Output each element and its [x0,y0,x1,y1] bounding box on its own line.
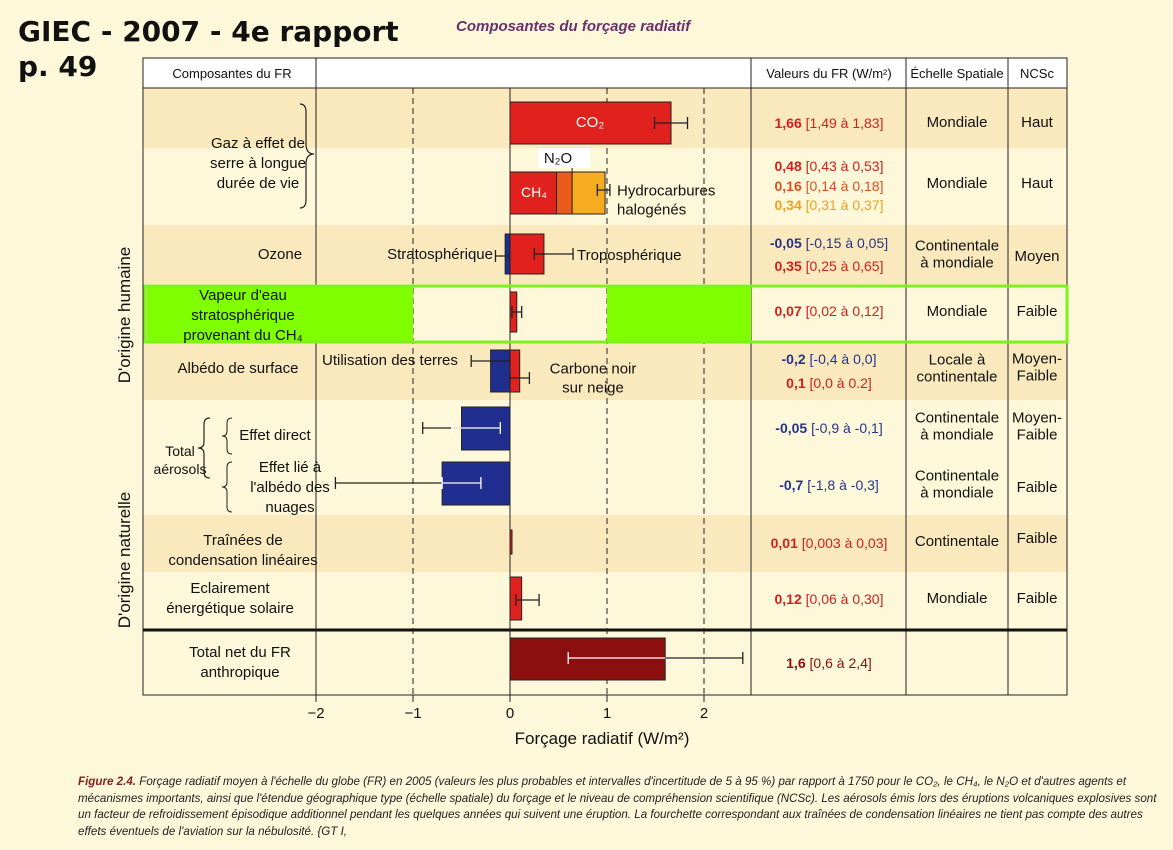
caption-lead: Figure 2.4. [78,775,136,788]
label-n2o: N₂O [543,150,573,167]
value-text-2 [775,178,884,194]
row-label-5-line-0: Effet lié à [258,459,322,476]
bar-land-use [491,350,510,392]
x-tick-label-4: 2 [699,705,709,722]
row-label-3-line-0: Albédo de surface [177,360,299,377]
value-best-6: 0,07 [774,303,806,319]
value-text-4 [770,235,888,251]
value-best-8: 0,1 [786,375,810,391]
value-range-11: [0,003 à 0,03] [801,535,888,551]
value-range-6: [0,02 à 0,12] [805,303,884,319]
ncsc-8-line-0: Faible [1016,590,1058,607]
label-ozone-strato: Stratosphérique [387,246,493,263]
brace-albedo [222,462,232,512]
scale-4-line-0: Locale à [928,351,986,369]
scale-8-line-0: Mondiale [926,590,988,607]
x-tick-label-3: 1 [602,705,612,722]
value-text-3 [775,197,884,213]
label-halocarbons-line-0: Hydrocarbures [617,182,716,200]
value-text-9 [775,420,882,436]
row-label-5-line-2: nuages [265,499,315,516]
heading-line-2: p. 49 [18,50,98,83]
value-range-1: [0,43 à 0,53] [805,158,884,174]
row-label-1-line-0: Ozone [257,246,303,263]
scale-6-line-1: à mondiale [920,484,994,502]
scale-3-line-0: Mondiale [926,303,988,320]
scale-1-line-0: Mondiale [926,175,988,192]
row-label-7-line-0: Eclairement [190,580,270,597]
label-ozone-tropo: Troposphérique [577,247,682,264]
scale-4-line-1: continentale [916,368,998,386]
scale-0-line-0: Mondiale [926,114,988,131]
label-ch4: CH₄ [521,184,547,200]
figure-caption [78,774,1158,844]
value-text-12 [775,591,884,607]
scale-2-line-0: Continentale [914,237,1000,255]
value-range-0: [1,49 à 1,83] [805,115,884,131]
value-range-2: [0,14 à 0,18] [805,178,884,194]
scale-5-line-0: Continentale [914,409,1000,427]
row-label-2-line-2: provenant du CH₄ [183,327,303,344]
label-co2: CO₂ [575,114,605,131]
row-label-8-line-0: Total net du FR [189,644,291,661]
header-components: Composantes du FR [172,66,292,81]
value-best-13: 1,6 [786,655,810,671]
side-label-human: D'origine humaine [115,246,134,384]
ncsc-4-line-1: Faible [1016,367,1058,385]
value-text-8 [786,375,872,391]
value-best-9: -0,05 [775,420,812,436]
value-best-12: 0,12 [774,591,806,607]
bar-black-carbon [510,350,520,392]
value-range-4: [-0,15 à 0,05] [805,235,889,251]
x-tick-label-2: 0 [505,705,515,722]
row-label-7-line-1: énergétique solaire [166,600,294,617]
value-text-0 [775,115,884,131]
value-text-13 [786,655,872,671]
header-ncsc: NCSc [1020,66,1054,81]
value-range-3: [0,31 à 0,37] [805,197,884,213]
row-label-4-line-0: Effet direct [239,427,311,444]
value-text-1 [775,158,884,174]
value-text-5 [775,258,884,274]
scale-2-line-1: à mondiale [920,254,994,272]
ncsc-4-line-0: Moyen- [1011,350,1063,368]
label-halocarbons-line-1: halogénés [617,201,687,219]
value-range-5: [0,25 à 0,65] [805,258,884,274]
row-label-0-line-0: Gaz à effet de [211,135,305,152]
x-axis-label: Forçage radiatif (W/m²) [514,729,690,748]
row-label-6-line-1: condensation linéaires [168,552,318,569]
value-text-10 [779,477,879,493]
ncsc-3-line-0: Faible [1016,303,1058,320]
value-range-7: [-0,4 à 0,0] [809,351,877,367]
bar-contrails [510,530,512,554]
value-best-7: -0,2 [781,351,810,367]
label-black-carbon-line-0: Carbone noir [549,360,637,378]
caption-text: Forçage radiatif moyen à l'échelle du globe (FR) en 2005 (valeurs les plus probables et intervalles d'incertitude de 5 à 95 %) par rapport à 1750 pour le CO₂, le CH₄, le N₂O et d'autres agents et mécanismes importants, ainsi que l'étendue géographique type (échelle spatiale) du forçage et le niveau de compréhension scientifique (NCSc). Les aérosols émis lors des éruptions volcaniques explosives sont un facteur de refroidissement épisodique additionnel pendant les quelques années qui suivent une éruption. La fourchette correspondant aux traînées de condensation linéaires ne tient pas compte des autres effets éventuels de l'aviation sur la nébulosité. {GT I, [78,775,1157,838]
value-best-2: 0,16 [774,178,806,194]
highlight-right [607,287,751,341]
row-label-0-line-2: durée de vie [216,175,300,192]
heading-line-1: GIEC - 2007 - 4e rapport [18,15,399,48]
value-best-4: -0,05 [769,235,806,251]
row-label-2-line-1: stratosphérique [191,307,295,324]
row-label-5-line-1: l'albédo des [250,479,330,496]
brace-effet-direct [222,418,232,454]
header-scale: Échelle Spatiale [910,66,1004,81]
scale-7-line-0: Continentale [914,533,1000,550]
value-text-11 [771,535,888,551]
value-best-0: 1,66 [774,115,806,131]
ncsc-5-line-0: Moyen- [1011,409,1063,427]
value-range-8: [0,0 à 0.2] [809,375,872,391]
group-label-aerosols-line-0: Total [165,443,195,459]
ncsc-0-line-0: Haut [1021,114,1053,131]
row-label-6-line-0: Traînées de [203,532,283,549]
bar-ozone-strato [505,234,510,274]
value-range-12: [0,06 à 0,30] [805,591,884,607]
x-tick-label-1: −1 [404,705,422,722]
row-label-2-line-0: Vapeur d'eau [199,287,287,304]
group-label-aerosols-line-1: aérosols [153,461,207,477]
value-text-6 [775,303,884,319]
value-best-10: -0,7 [779,477,808,493]
ncsc-5-line-1: Faible [1016,426,1058,444]
ncsc-1-line-0: Haut [1021,175,1053,192]
value-best-11: 0,01 [770,535,802,551]
bar-n2o [557,172,573,214]
label-land-use: Utilisation des terres [322,352,458,369]
x-tick-label-0: −2 [307,705,325,722]
value-best-5: 0,35 [774,258,806,274]
value-range-13: [0,6 à 2,4] [809,655,872,671]
ncsc-7-line-0: Faible [1016,530,1058,547]
row-label-0-line-1: serre à longue [210,155,306,172]
ncsc-2-line-0: Moyen [1014,248,1060,265]
scale-5-line-1: à mondiale [920,426,994,444]
value-range-10: [-1,8 à -0,3] [807,477,879,493]
bar-total [510,638,665,680]
row-label-8-line-1: anthropique [200,664,280,681]
label-black-carbon-line-1: sur neige [562,379,624,397]
value-best-1: 0,48 [774,158,806,174]
header-values: Valeurs du FR (W/m²) [766,66,892,81]
ncsc-6-line-0: Faible [1016,479,1058,496]
value-best-3: 0,34 [774,197,806,213]
bar-halocarbons [572,172,605,214]
chart-title: Composantes du forçage radiatif [456,18,691,35]
scale-6-line-0: Continentale [914,467,1000,485]
value-range-9: [-0,9 à -0,1] [811,420,883,436]
side-label-natural: D'origine naturelle [115,491,134,629]
value-text-7 [782,351,877,367]
